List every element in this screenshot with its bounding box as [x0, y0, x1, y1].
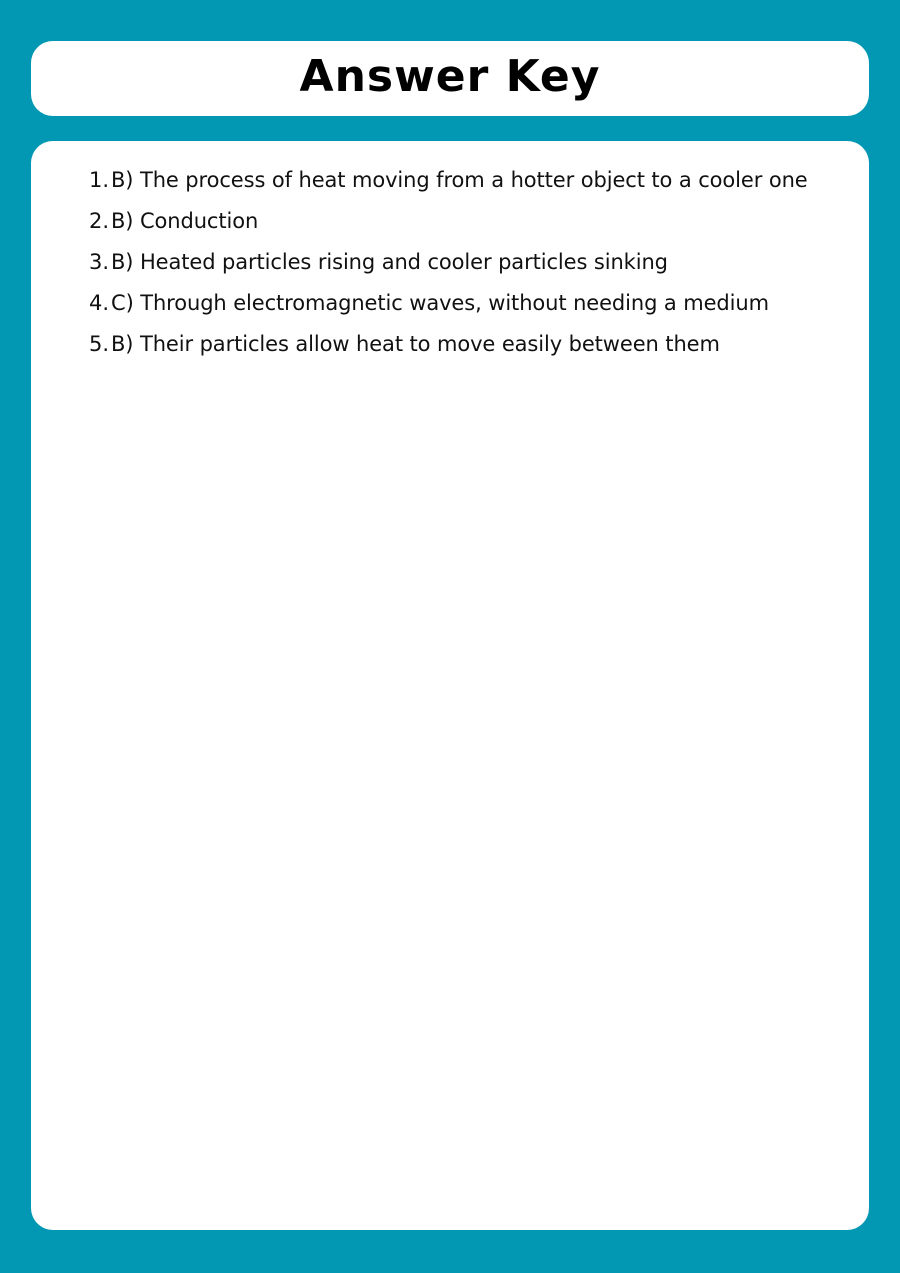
title-card: [31, 41, 869, 116]
answer-number: 5.: [88, 332, 109, 356]
answer-list: [31, 168, 869, 373]
answer-card: [31, 141, 869, 1230]
answer-text: B) Conduction: [111, 209, 259, 233]
answer-text: C) Through electromagnetic waves, without needing a medium: [111, 291, 769, 315]
answer-item-2: [31, 209, 869, 250]
answer-number: 3.: [88, 250, 109, 274]
page-title: Answer Key: [299, 50, 601, 102]
answer-text: B) Their particles allow heat to move easily between them: [111, 332, 720, 356]
answer-item-3: [31, 250, 869, 291]
answer-text: B) The process of heat moving from a hotter object to a cooler one: [111, 168, 808, 192]
answer-item-1: [31, 168, 869, 209]
answer-number: 2.: [88, 209, 109, 233]
answer-item-4: [31, 291, 869, 332]
answer-number: 1.: [88, 168, 109, 192]
answer-number: 4.: [88, 291, 109, 315]
answer-text: B) Heated particles rising and cooler particles sinking: [111, 250, 668, 274]
answer-item-5: [31, 332, 869, 373]
